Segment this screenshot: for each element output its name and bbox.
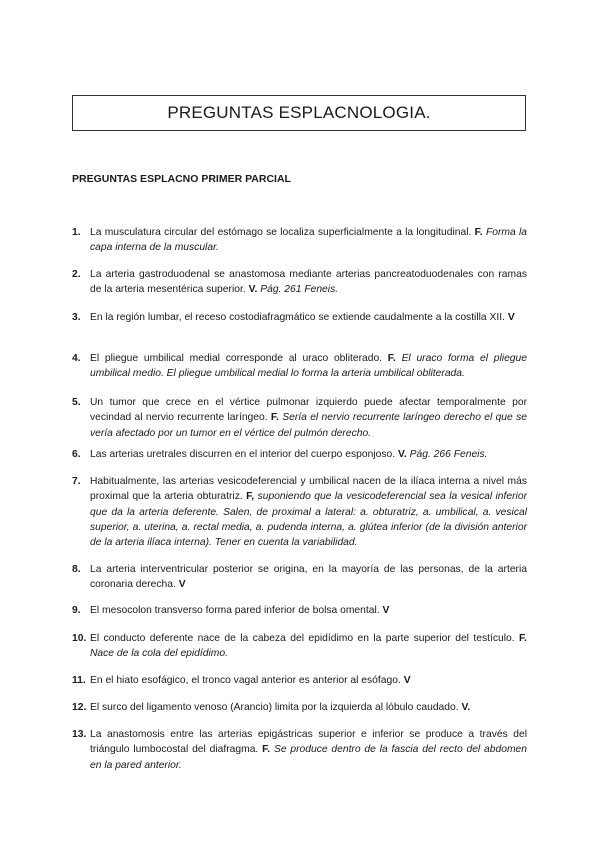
question-answer: V. [248, 284, 258, 296]
question-number: 6. [72, 449, 81, 460]
question-answer: V. [397, 449, 407, 460]
question-note: El uraco forma el pliegue umbilical medio. El pliegue umbilical medial lo forma la arteria umbilical obliterada. [90, 353, 527, 380]
question-note: Pág. 266 Feneis. [409, 449, 488, 460]
question-answer: F. [474, 227, 483, 238]
question-item [72, 603, 527, 618]
question-answer: F, [246, 491, 255, 503]
question-number: 7. [72, 476, 81, 487]
question-number: 10. [72, 633, 87, 644]
question-item [72, 727, 527, 773]
question-text: El surco del ligamento venoso (Arancio) limita por la izquierda al lóbulo caudado. [90, 702, 459, 713]
question-text: En la región lumbar, el receso costodiafragmático se extiende caudalmente a la costilla XII. [90, 312, 505, 323]
question-answer: F. [262, 744, 271, 756]
question-note: suponiendo que la vesicodeferencial sea la vesical inferior que da la arteria deferente. Salen, de proximal a lateral: a. obturatriz, a. umbilical, a. vesical superior, a. uterina, a. rectal media, a. pudenda interna, a. glútea inferior (de la división anterior de la arteria ilíaca interna). Tener en cuenta la variabilidad. [90, 491, 527, 549]
question-text: El mesocolon transverso forma pared inferior de bolsa omental. [90, 605, 380, 616]
question-item [72, 395, 527, 441]
question-item [72, 562, 527, 593]
question-item [72, 267, 527, 298]
question-number: 9. [72, 605, 81, 616]
page-title: PREGUNTAS ESPLACNOLOGIA. [167, 103, 431, 122]
question-number: 5. [72, 397, 81, 408]
question-number: 8. [72, 564, 81, 575]
question-answer: F. [270, 412, 279, 424]
question-text: La musculatura circular del estómago se localiza superficialmente a la longitudinal. [90, 227, 472, 238]
question-item [72, 225, 527, 256]
question-number: 11. [72, 675, 86, 686]
question-item [72, 351, 527, 382]
question-number: 2. [72, 269, 81, 280]
section-subtitle: PREGUNTAS ESPLACNO PRIMER PARCIAL [72, 173, 291, 185]
question-item [72, 474, 527, 550]
question-note: Sería el nervio recurrente laríngeo derecho el que se vería afectado por un tumor en el vértice del pulmón derecho. [90, 412, 527, 439]
question-item [72, 447, 527, 462]
question-answer: V. [461, 702, 471, 713]
question-note: Forma la capa interna de la muscular. [90, 227, 527, 254]
question-answer: F. [518, 633, 527, 644]
question-item [72, 310, 527, 325]
question-number: 4. [72, 353, 81, 364]
question-number: 1. [72, 227, 81, 238]
question-text: En el hiato esofágico, el tronco vagal anterior es anterior al esófago. [90, 675, 401, 686]
question-answer: F. [387, 353, 396, 364]
question-number: 12. [72, 702, 87, 713]
question-text: La anastomosis entre las arterias epigástricas superior e inferior se produce a través del triángulo lumbocostal del diafragma. [90, 729, 527, 756]
question-answer: V [403, 675, 411, 686]
question-item [72, 700, 527, 715]
question-note: Se produce dentro de la fascia del recto del abdomen en la pared anterior. [90, 744, 527, 771]
question-answer: V [382, 605, 390, 616]
question-note: Pág. 261 Feneis. [260, 284, 339, 296]
page-title-box [72, 95, 526, 131]
question-text: Las arterias uretrales discurren en el interior del cuerpo esponjoso. [90, 449, 396, 460]
question-text: El pliegue umbilical medial corresponde al uraco obliterado. [90, 353, 383, 364]
question-text: Habitualmente, las arterias vesicodeferencial y umbilical nacen de la ilíaca interna a nivel más proximal que la arteria obturatriz. [90, 476, 527, 503]
question-answer: V [507, 312, 515, 323]
question-text: Un tumor que crece en el vértice pulmonar izquierdo puede afectar temporalmente por vecindad al nervio recurrente laríngeo. [90, 397, 527, 424]
question-text: La arteria interventricular posterior se origina, en la mayoría de las personas, de la arteria coronaria derecha. [90, 564, 527, 591]
question-note: Nace de la cola del epidídimo. [90, 648, 228, 660]
question-text: La arteria gastroduodenal se anastomosa mediante arterias pancreatoduodenales con ramas de la arteria mesentérica superior. [90, 269, 527, 296]
question-answer: V [178, 579, 186, 591]
question-number: 13. [72, 729, 87, 740]
question-text: El conducto deferente nace de la cabeza del epidídimo en la parte superior del testículo. [90, 633, 515, 644]
question-item [72, 631, 527, 662]
question-item [72, 673, 527, 688]
question-number: 3. [72, 312, 81, 323]
